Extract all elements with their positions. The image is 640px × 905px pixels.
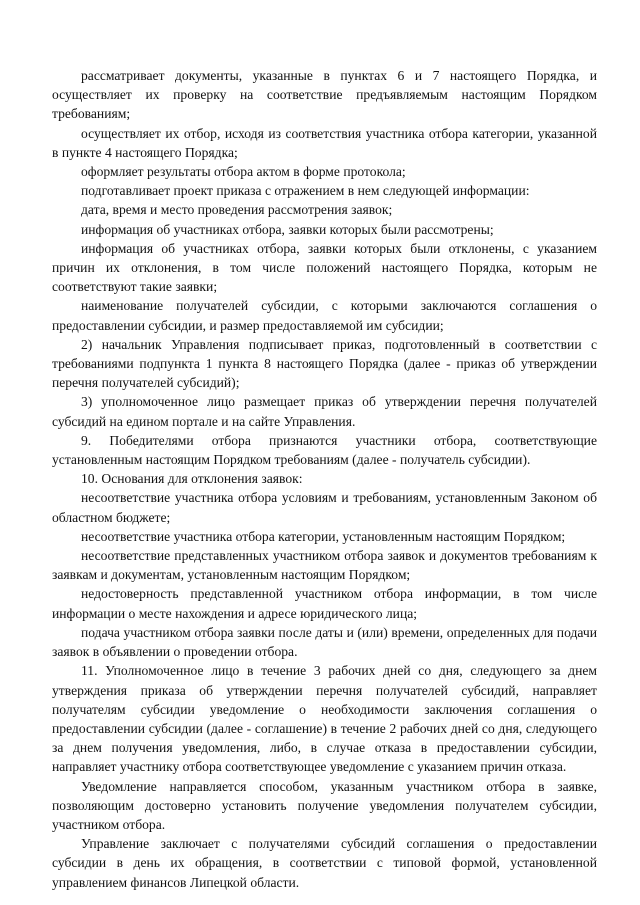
paragraph: недостоверность представленной участником отбора информации, в том числе информации о месте нахождения и адресе юридического лица; <box>52 586 597 621</box>
paragraph: Управление заключает с получателями субсидий соглашения о предоставлении субсидии в день их обращения, в соответствии с типовой формой, установленной управлением финансов Липецкой области. <box>52 836 597 890</box>
paragraph: рассматривает документы, указанные в пунктах 6 и 7 настоящего Порядка, и осуществляет их проверку на соответствие предъявляемым настоящим Порядком требованиям; <box>52 68 597 122</box>
paragraph: информация об участниках отбора, заявки которых были отклонены, с указанием причин их отклонения, в том числе положений настоящего Порядка, которым не соответствуют такие заявки; <box>52 240 597 295</box>
paragraph: оформляет результаты отбора актом в форме протокола; <box>81 164 406 180</box>
paragraph: 11. Уполномоченное лицо в течение 3 рабочих дней со дня, следующего за днем утверждения приказа об утверждении перечня получателей субсидий, направляет получателям субсидии уведомление о необходимости заключения соглашения о предоставлении субсидии (далее - соглашение) в течение 2 рабочих дней со дня, следующего за днем получения уведомления, либо, в случае отказа в предоставлении субсидии, направляет участнику отбора соответствующее уведомление с указанием причин отказа. <box>52 663 597 775</box>
paragraph: 3) уполномоченное лицо размещает приказ об утверждении перечня получателей субсидий на едином портале и на сайте Управления. <box>52 394 597 429</box>
document-body <box>52 66 597 892</box>
paragraph: информация об участниках отбора, заявки которых были рассмотрены; <box>81 221 494 237</box>
paragraph: осуществляет их отбор, исходя из соответствия участника отбора категории, указанной в пункте 4 настоящего Порядка; <box>52 125 597 160</box>
paragraph: 2) начальник Управления подписывает приказ, подготовленный в соответствии с требованиями подпункта 1 пункта 8 настоящего Порядка (далее - приказ об утверждении перечня получателей субсидий); <box>52 336 597 391</box>
paragraph: 10. Основания для отклонения заявок: <box>81 471 303 487</box>
paragraph: наименование получателей субсидии, с которыми заключаются соглашения о предоставлении субсидии, и размер предоставляемой им субсидии; <box>52 298 597 333</box>
paragraph: подача участником отбора заявки после даты и (или) времени, определенных для подачи заявок в объявлении о проведении отбора. <box>52 624 597 660</box>
paragraph: несоответствие участника отбора условиям и требованиям, установленным Законом об областном бюджете; <box>52 490 597 525</box>
paragraph: Уведомление направляется способом, указанным участником отбора в заявке, позволяющим достоверно установить получение уведомления получателем субсидии, участником отбора. <box>52 778 597 832</box>
paragraph: 9. Победителями отбора признаются участники отбора, соответствующие установленным настоящим Порядком требованиям (далее - получатель субсидии). <box>52 432 597 468</box>
paragraph: несоответствие участника отбора категории, установленным настоящим Порядком; <box>81 528 566 544</box>
paragraph: несоответствие представленных участником отбора заявок и документов требованиям к заявкам и документам, установленным настоящим Порядком; <box>52 548 597 583</box>
paragraph: дата, время и место проведения рассмотрения заявок; <box>81 202 393 218</box>
paragraph: подготавливает проект приказа с отражением в нем следующей информации: <box>81 183 530 199</box>
